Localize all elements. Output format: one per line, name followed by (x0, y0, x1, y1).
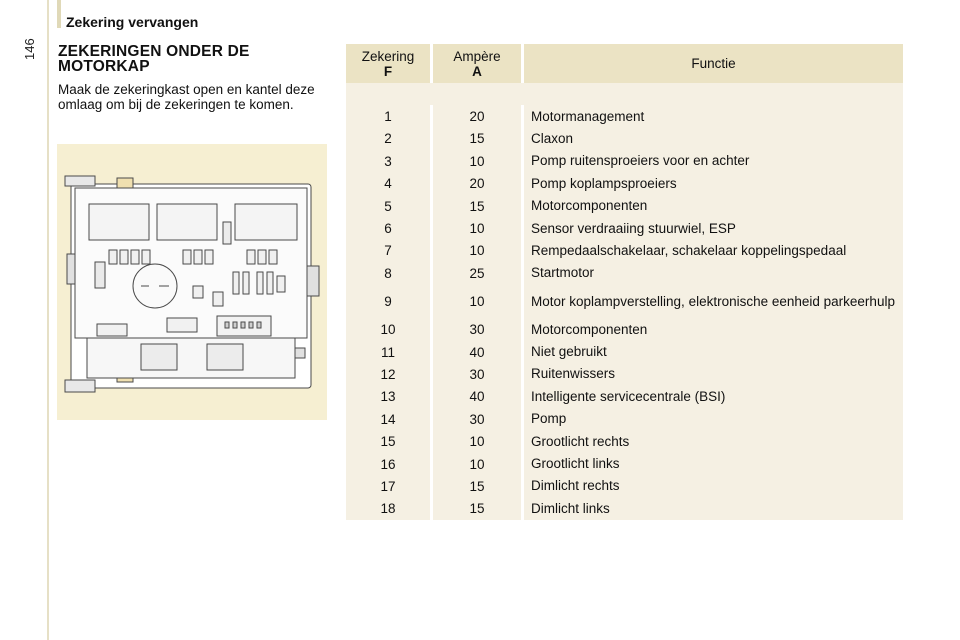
amperage-cell: 10 (433, 217, 524, 239)
function-cell: Motorcomponenten (524, 319, 903, 341)
amperage-cell: 30 (433, 319, 524, 341)
amperage-cell: 40 (433, 386, 524, 408)
fuse-number-cell: 17 (346, 475, 433, 497)
intro-text: Maak de zekeringkast open en kantel deze omlaag om bij de zekeringen te komen. (58, 82, 315, 112)
function-cell: Pomp koplampsproeiers (524, 173, 903, 195)
table-row (346, 240, 903, 262)
table-row (346, 408, 903, 430)
table-row (346, 105, 903, 127)
amperage-cell: 20 (433, 105, 524, 127)
function-cell: Motor koplampverstelling, elektronische eenheid parkeerhulp (524, 285, 903, 319)
section-header-accent (57, 0, 61, 28)
fuse-table (346, 44, 903, 520)
function-cell: Rempedaalschakelaar, schakelaar koppelingspedaal (524, 240, 903, 262)
table-row (346, 262, 903, 284)
amperage-cell: 15 (433, 498, 524, 520)
fuse-number-cell: 10 (346, 319, 433, 341)
fuse-number-cell: 6 (346, 217, 433, 239)
function-cell: Niet gebruikt (524, 341, 903, 363)
amperage-cell: 10 (433, 150, 524, 172)
table-row (346, 386, 903, 408)
fuse-box-diagram (57, 144, 327, 420)
table-row (346, 173, 903, 195)
fuse-number-cell: 7 (346, 240, 433, 262)
fuse-box-illustration (57, 144, 327, 420)
function-cell: Sensor verdraaiing stuurwiel, ESP (524, 217, 903, 239)
function-cell: Claxon (524, 128, 903, 150)
function-cell: Dimlicht rechts (524, 475, 903, 497)
table-row (346, 430, 903, 452)
header-function: Functie (524, 44, 903, 83)
amperage-cell: 30 (433, 363, 524, 385)
table-row (346, 363, 903, 385)
function-cell: Dimlicht links (524, 498, 903, 520)
function-cell: Motormanagement (524, 105, 903, 127)
function-cell: Motorcomponenten (524, 195, 903, 217)
table-row (346, 217, 903, 239)
table-row (346, 150, 903, 172)
fuse-number-cell: 8 (346, 262, 433, 284)
header-gap (346, 83, 903, 105)
fuse-number-cell: 1 (346, 105, 433, 127)
function-cell: Startmotor (524, 262, 903, 284)
amperage-cell: 25 (433, 262, 524, 284)
function-cell: Intelligente servicecentrale (BSI) (524, 386, 903, 408)
table-row (346, 341, 903, 363)
fuse-number-cell: 9 (346, 285, 433, 319)
function-cell: Grootlicht rechts (524, 430, 903, 452)
fuse-number-cell: 11 (346, 341, 433, 363)
fuse-number-cell: 12 (346, 363, 433, 385)
header-fuse: Zekering F (346, 44, 433, 83)
section-header: Zekering vervangen (66, 14, 199, 30)
left-margin-rule (47, 0, 49, 640)
section-heading: ZEKERINGEN ONDER DE MOTORKAP (58, 43, 250, 75)
table-row (346, 128, 903, 150)
fuse-table-body (346, 83, 903, 520)
amperage-cell: 15 (433, 128, 524, 150)
amperage-cell: 10 (433, 240, 524, 262)
function-cell: Grootlicht links (524, 453, 903, 475)
fuse-number-cell: 13 (346, 386, 433, 408)
page-number: 146 (22, 38, 37, 60)
amperage-cell: 15 (433, 475, 524, 497)
table-row (346, 475, 903, 497)
amperage-cell: 40 (433, 341, 524, 363)
fuse-number-cell: 4 (346, 173, 433, 195)
header-amp: Ampère A (433, 44, 524, 83)
fuse-number-cell: 18 (346, 498, 433, 520)
amperage-cell: 30 (433, 408, 524, 430)
table-header-row (346, 44, 903, 83)
fuse-number-cell: 5 (346, 195, 433, 217)
fuse-number-cell: 2 (346, 128, 433, 150)
amperage-cell: 10 (433, 285, 524, 319)
amperage-cell: 10 (433, 453, 524, 475)
fuse-number-cell: 14 (346, 408, 433, 430)
amperage-cell: 15 (433, 195, 524, 217)
fuse-number-cell: 15 (346, 430, 433, 452)
table-row (346, 319, 903, 341)
function-cell: Pomp (524, 408, 903, 430)
table-row (346, 195, 903, 217)
amperage-cell: 10 (433, 430, 524, 452)
fuse-number-cell: 3 (346, 150, 433, 172)
function-cell: Ruitenwissers (524, 363, 903, 385)
table-row (346, 498, 903, 520)
table-row (346, 453, 903, 475)
function-cell: Pomp ruitensproeiers voor en achter (524, 150, 903, 172)
table-row (346, 285, 903, 319)
fuse-number-cell: 16 (346, 453, 433, 475)
amperage-cell: 20 (433, 173, 524, 195)
